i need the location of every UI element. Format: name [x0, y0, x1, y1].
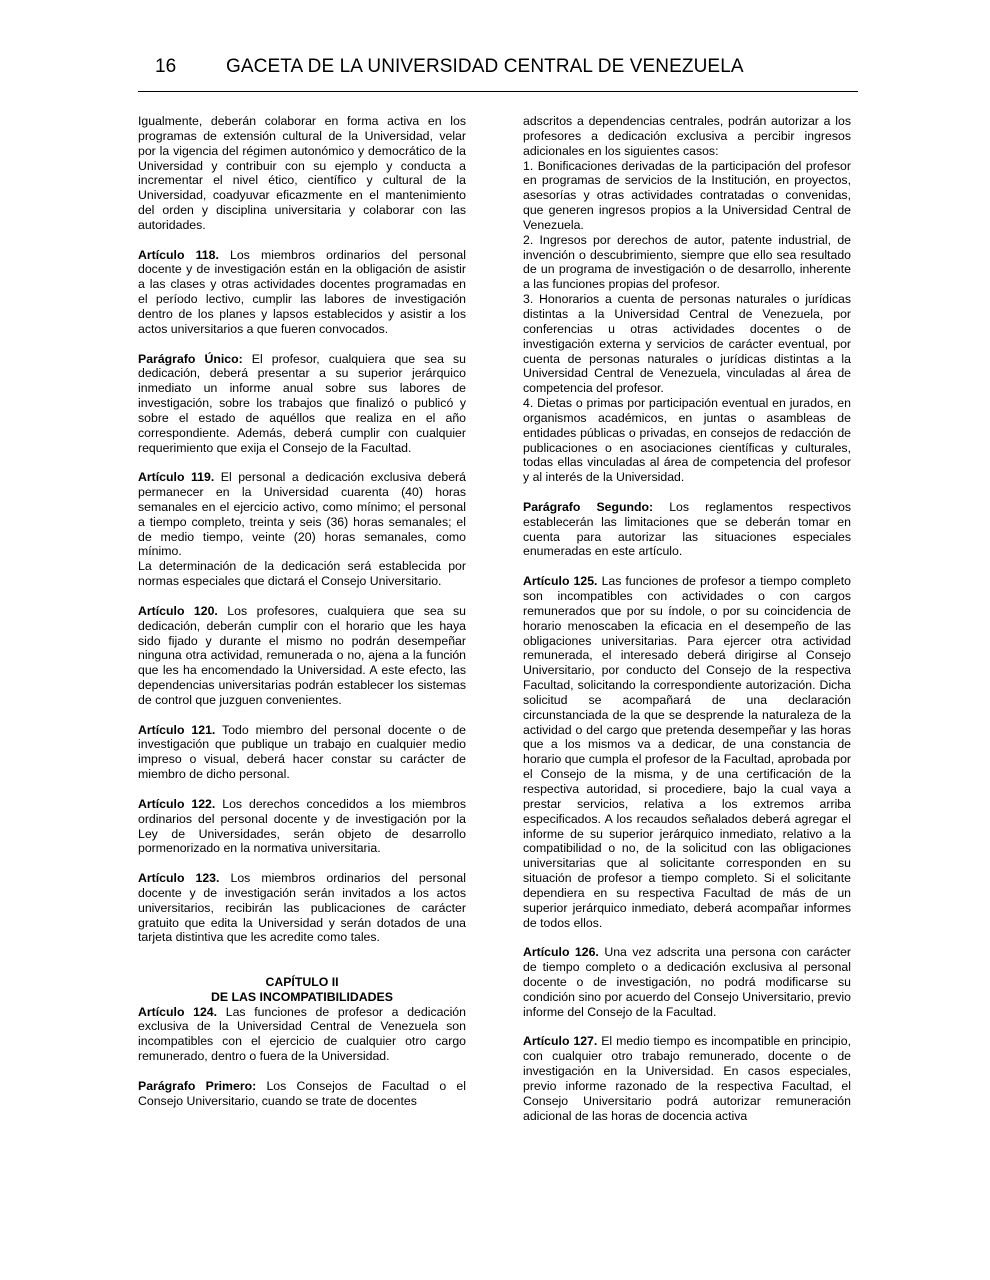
article-label: Artículo 119.: [138, 470, 215, 485]
article-text: Los derechos concedidos a los miembros ordinarios del personal docente y de investigación por la Ley de Universidades, serán objeto de desarrollo pormenorizado en la normativa universitaria.: [138, 796, 466, 856]
article-119: [138, 470, 466, 559]
paragraph-continuation: adscritos a dependencias centrales, podrán autorizar a los profesores a dedicación exclusiva a percibir ingresos adicionales en los siguientes casos:: [523, 114, 851, 158]
article-126: [523, 945, 851, 1019]
paragrafo-segundo: [523, 500, 851, 559]
list-item-3: 3. Honorarios a cuenta de personas naturales o jurídicas distintas a la Universidad Central de Venezuela, por conferencias u otras actividades docentes o de investigación externa y servicios de carácter eventual, por cuenta de personas naturales o jurídicas distintas a la Universidad Central de Venezuela, vinculadas al área de competencia del profesor.: [523, 292, 851, 396]
article-label: Artículo 121.: [138, 722, 216, 737]
paragraph-intro: Igualmente, deberán colaborar en forma activa en los programas de extensión cultural de la Universidad, velar por la vigencia del régimen autonómico y democrático de la Universidad y contribuir con su ejemplo y conducta a incrementar el nivel ético, científico y cultural de la Universidad, coadyuvar eficazmente en el mantenimiento del orden y disciplina universitaria y colaborar con las autoridades.: [138, 114, 466, 232]
article-label: Artículo 122.: [138, 796, 216, 811]
article-label: Artículo 118.: [138, 247, 219, 262]
paragrafo-label: Parágrafo Segundo:: [523, 499, 654, 514]
article-label: Artículo 127.: [523, 1034, 598, 1049]
chapter-number: CAPÍTULO II: [265, 974, 339, 989]
article-118: [138, 248, 466, 337]
article-text: El medio tiempo es incompatible en principio, con cualquier otro trabajo remunerado, docente o de investigación en la Universidad. En casos especiales, previo informe razonado de la respectiva Facultad, el Consejo Universitario podrá autorizar remuneración adicional de las horas de docencia activa: [523, 1034, 851, 1123]
article-text: Los miembros ordinarios del personal docente y de investigación están en la obligación de asistir a las clases y otras actividades docentes programadas en el período lectivo, cumplir las labores de investigación dentro de los planes y lapsos establecidos y asistir a los actos universitarios a que fueren convocados.: [138, 247, 466, 336]
article-120: [138, 604, 466, 708]
article-label: Artículo 120.: [138, 603, 218, 618]
article-125: [523, 574, 851, 930]
article-124: [138, 1005, 466, 1064]
paragrafo-text: Los Consejos de Facultad o el Consejo Universitario, cuando se trate de docentes: [138, 1078, 466, 1108]
article-123: [138, 871, 466, 945]
list-item-1: 1. Bonificaciones derivadas de la participación del profesor en programas de servicios de la Institución, en proyectos, asesorías y otras actividades contratadas o convenidas, que generen ingresos propios a la Universidad Central de Venezuela.: [523, 158, 851, 232]
article-label: Artículo 123.: [138, 871, 220, 886]
article-label: Artículo 124.: [138, 1004, 218, 1019]
chapter-title: DE LAS INCOMPATIBILIDADES: [211, 989, 393, 1004]
spacer: [138, 960, 466, 975]
article-text: El personal a dedicación exclusiva deberá permanecer en la Universidad cuarenta (40) horas semanales en el ejercicio activo, como mínimo; el personal a tiempo completo, treinta y seis (36) horas semanales; el de medio tiempo, veinte (20) horas semanales, como mínimo.: [138, 470, 466, 559]
list-item-4: 4. Dietas o primas por participación eventual en jurados, en organismos académicos, en juntas o asambleas de entidades públicas o privadas, en consejos de redacción de publicaciones o en asociaciones científicas y culturales, todas ellas vinculadas al área de competencia del profesor y al interés de la Universidad.: [523, 396, 851, 485]
header-divider: [138, 91, 858, 92]
left-column: [138, 114, 466, 1109]
page-header: [138, 56, 858, 92]
article-121: [138, 723, 466, 782]
article-label: Artículo 125.: [523, 574, 598, 589]
article-text: Las funciones de profesor a tiempo completo son incompatibles con actividades o con cargos remunerados que por su índole, o por su coincidencia de horario menoscaben la eficacia en el desempeño de las obligaciones universitarias. Para ejercer otra actividad remunerada, el interesado deberá dirigirse al Consejo Universitario, por conducto del Consejo de la respectiva Facultad, solicitando la correspondiente autorización. Dicha solicitud se acompañará de una declaración circunstanciada de la que se desprende la naturaleza de la actividad o del cargo que pretenda desempeñar y las horas que a los mismos va a dedicar, de una constancia de horario que cumpla el profesor de la Facultad, aprobada por el Consejo de la misma, y de una certificación de la respectiva autoridad, si procediere, bajo la cual vaya a prestar servicios, relativa a los extremos arriba especificados. A los recaudos señalados deberá agregar el informe de su superior jerárquico inmediato, relativo a la compatibilidad o no, de la solicitud con las obligaciones universitarias que al solicitante corresponden en su situación de profesor a tiempo completo. Si el solicitante dependiera en su respectiva Facultad de más de un superior jerárquico inmediato, deberá acompañar informes de todos ellos.: [523, 574, 851, 930]
paragrafo-text: Los reglamentos respectivos establecerán las limitaciones que se deberán tomar en cuenta para autorizar las situaciones especiales enumeradas en este artículo.: [523, 499, 851, 559]
article-label: Artículo 126.: [523, 945, 599, 960]
article-text: Los profesores, cualquiera que sea su dedicación, deberán cumplir con el horario que les haya sido fijado y durante el mismo no podrán desempeñar ninguna otra actividad, remunerada o no, ajena a la función que les ha encomendado la Universidad. A este efecto, las dependencias universitarias podrán establecer los sistemas de control que juzguen convenientes.: [138, 603, 466, 707]
page-number: 16: [155, 56, 177, 77]
article-119-extra: La determinación de la dedicación será establecida por normas especiales que dictará el Consejo Universitario.: [138, 559, 466, 589]
paragrafo-label: Parágrafo Único:: [138, 351, 243, 366]
article-text: Los miembros ordinarios del personal docente y de investigación serán invitados a los actos universitarios, recibirán las publicaciones de carácter gratuito que edita la Universidad y serán dotados de una tarjeta distintiva que les acredite como tales.: [138, 871, 467, 945]
article-127: [523, 1034, 851, 1123]
article-122: [138, 797, 466, 856]
paragrafo-primero: [138, 1079, 466, 1109]
article-text: Las funciones de profesor a dedicación exclusiva de la Universidad Central de Venezuela son incompatibles con el ejercicio de cualquier otro cargo remunerado, dentro o fuera de la Universidad.: [138, 1004, 466, 1064]
paragrafo-unico: [138, 352, 466, 456]
right-column: [523, 114, 851, 1123]
article-text: Todo miembro del personal docente o de investigación que publique un trabajo en cualquier medio impreso o visual, deberá hacer constar su carácter de miembro de dicho personal.: [138, 722, 466, 782]
paragrafo-text: El profesor, cualquiera que sea su dedicación, deberá presentar a su superior jerárquico inmediato un informe anual sobre sus labores de investigación, sobre los trabajos que finalizó o publicó y sobre el estado de aquéllos que realiza en el año correspondiente. Además, deberá cumplir con cualquier requerimiento que exija el Consejo de la Facultad.: [138, 351, 466, 455]
article-text: Una vez adscrita una persona con carácter de tiempo completo o a dedicación exclusiva al personal docente o de investigación, no podrá modificarse su condición sino por acuerdo del Consejo Universitario, previo informe del Consejo de la Facultad.: [523, 945, 852, 1019]
paragrafo-label: Parágrafo Primero:: [138, 1078, 257, 1093]
list-item-2: 2. Ingresos por derechos de autor, patente industrial, de invención o descubrimiento, siempre que ello sea resultado de un programa de investigación o de desarrollo, inherente a las funciones propias del profesor.: [523, 232, 851, 292]
gazette-title: GACETA DE LA UNIVERSIDAD CENTRAL DE VENEZUELA: [226, 56, 744, 77]
